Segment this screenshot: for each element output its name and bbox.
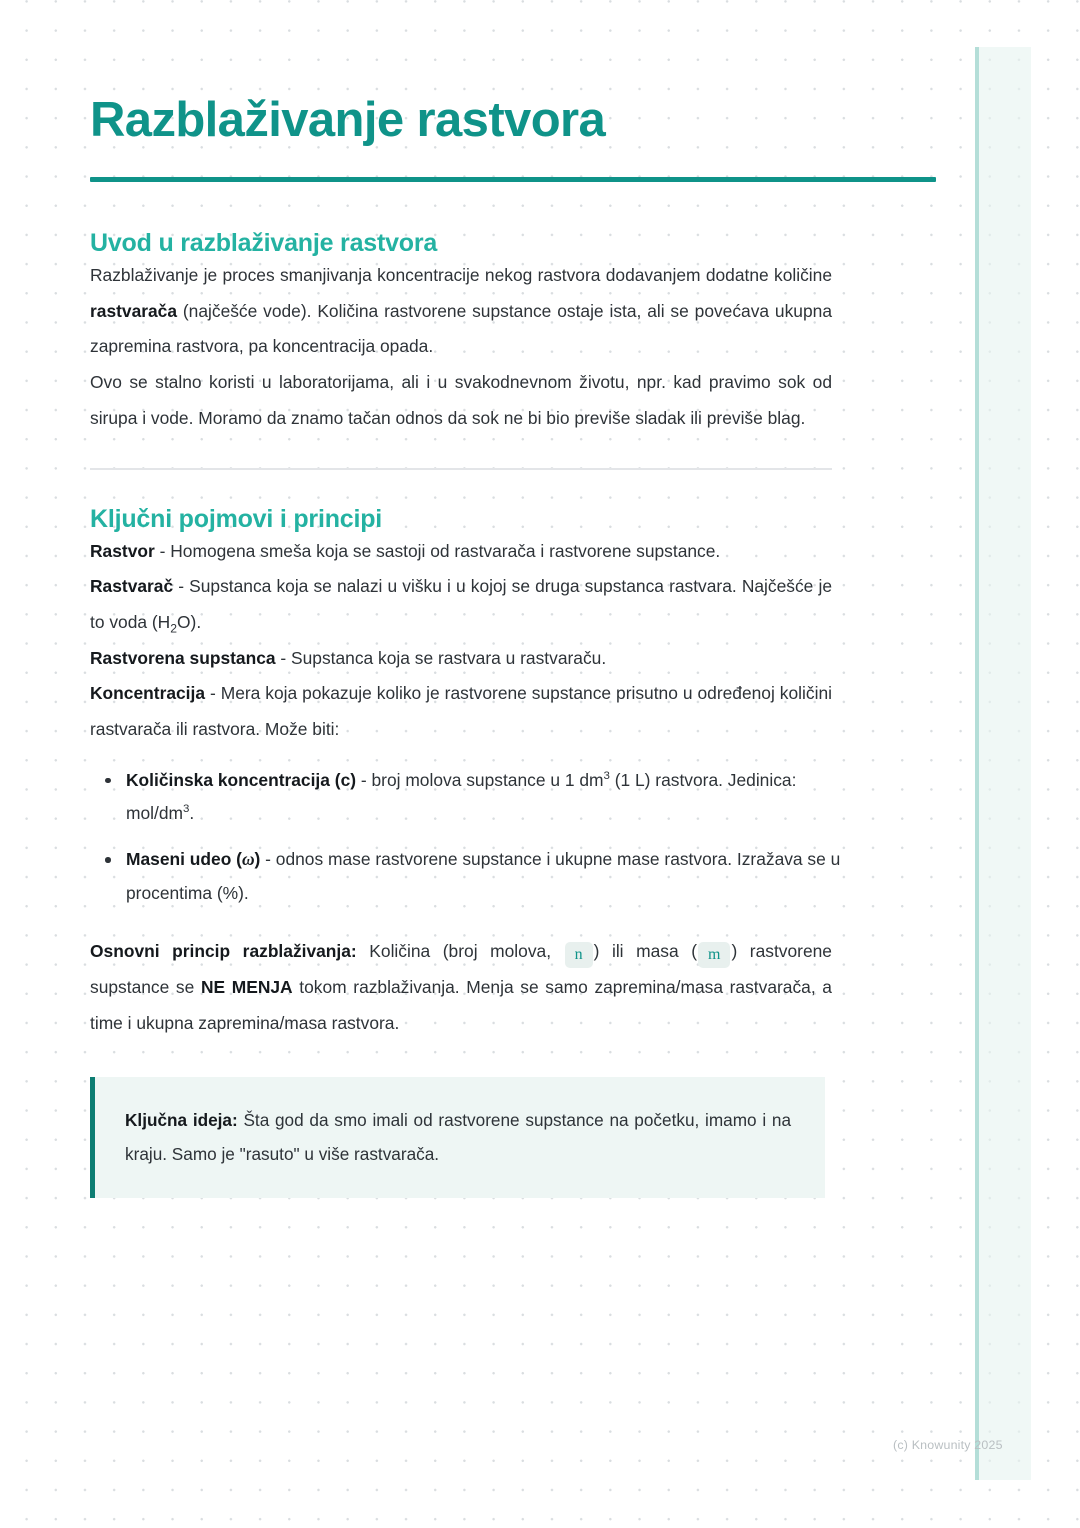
- key-idea-callout: [90, 1077, 825, 1198]
- title-underline-rule: [90, 177, 936, 182]
- principle-label: Osnovni princip razblaživanja:: [90, 941, 357, 962]
- term-label-rastvarac: Rastvarač: [90, 576, 174, 597]
- paragraph-text-pre: Razblaživanje je proces smanjivanja koncentracije nekog rastvora dodavanjem dodatne količine: [90, 264, 832, 285]
- principle-text-3: ) rastvorene supstance se: [90, 941, 832, 997]
- term-rastvor: [90, 534, 832, 570]
- bullet-term-kolicinska-koncentracija: Količinska koncentracija (c): [126, 769, 357, 790]
- footer-watermark: (c) Knowunity 2025: [893, 1438, 1003, 1452]
- bullet-text-b: (1 L) rastvora. Jedinica: mol/dm: [126, 769, 797, 824]
- page-title: Razblaživanje rastvora: [90, 93, 606, 147]
- decorative-right-band: [975, 47, 1031, 1480]
- bullet-text-maseni-udeo: - odnos mase rastvorene supstance i ukupne mase rastvora. Izražava se u procentima (%).: [126, 849, 841, 903]
- principle-text-2: ) ili masa (: [593, 941, 697, 962]
- term-label-rastvorena-supstanca: Rastvorena supstanca: [90, 647, 276, 668]
- paragraph-intro-2: Ovo se stalno koristi u laboratorijama, ali i u svakodnevnom životu, npr. kad pravimo sok od sirupa i vode. Moramo da znamo tačan odnos da sok ne bi bio previše sladak ili previše blag.: [90, 371, 832, 428]
- math-chip-m: m: [698, 942, 730, 968]
- paragraph-bold-term: rastvarača: [90, 300, 178, 321]
- bullet-term-maseni-udeo-a: Maseni udeo (: [126, 849, 242, 870]
- document-content: [90, 0, 936, 1198]
- paragraph-intro-1: [90, 258, 832, 365]
- concentration-types-list: [90, 764, 868, 911]
- unit-exponent-b: 3: [183, 803, 190, 816]
- term-definition-koncentracija: - Mera koja pokazuje koliko je rastvorene supstance prisutno u određenoj količini rastvarača ili rastvora. Može biti:: [90, 683, 832, 739]
- principle-paragraph: [90, 934, 832, 1041]
- paragraph-text-post: (najčešće vode). Količina rastvorene supstance ostaje ista, ali se povećava ukupna zapremina rastvora, pa koncentracija opada.: [90, 300, 832, 357]
- bullet-term-maseni-udeo: [126, 849, 260, 869]
- callout-text: Šta god da smo imali od rastvorene supstance na početku, imamo i na kraju. Samo je "rasuto" u više rastvarača.: [125, 1110, 791, 1164]
- math-chip-n: n: [565, 942, 593, 968]
- term-label-koncentracija: Koncentracija: [90, 683, 206, 704]
- principle-emphasis: NE MENJA: [200, 976, 293, 997]
- omega-symbol: ω: [241, 849, 255, 870]
- term-label-rastvor: Rastvor: [90, 540, 155, 561]
- term-koncentracija: [90, 676, 832, 747]
- list-item: [126, 843, 868, 910]
- bullet-text-a: - broj molova supstance u 1 dm: [356, 769, 604, 790]
- decorative-right-band-edge: [975, 47, 979, 1480]
- list-item: [126, 764, 868, 831]
- callout-paragraph: [125, 1104, 791, 1171]
- term-definition-rastvarac-a: - Supstanca koja se nalazi u višku i u kojoj se druga supstanca rastvara. Najčešće je to voda (H: [90, 576, 832, 632]
- principle-text-1: Količina (broj molova,: [356, 941, 564, 962]
- term-definition-rastvorena-supstanca: - Supstanca koja se rastvara u rastvaraču.: [275, 647, 607, 668]
- term-rastvarac: [90, 569, 832, 640]
- bullet-term-maseni-udeo-b: ): [254, 849, 261, 870]
- term-definition-rastvor: - Homogena smeša koja se sastoji od rastvarača i rastvorene supstance.: [154, 540, 721, 561]
- section-heading-kljucni-pojmovi: Ključni pojmovi i principi: [90, 504, 383, 533]
- callout-label: Ključna ideja:: [125, 1110, 238, 1131]
- section-divider: [90, 468, 832, 469]
- principle-text-4: tokom razblaživanja. Menja se samo zapremina/masa rastvarača, a time i ukupna zapremina/masa rastvora.: [90, 976, 832, 1033]
- unit-exponent-a: 3: [603, 769, 610, 782]
- water-formula-subscript: 2: [170, 621, 177, 636]
- term-definition-rastvarac-b: O).: [177, 611, 202, 632]
- term-rastvorena-supstanca: [90, 641, 832, 677]
- section-heading-uvod: Uvod u razblaživanje rastvora: [90, 228, 438, 257]
- bullet-text-c: .: [189, 803, 195, 824]
